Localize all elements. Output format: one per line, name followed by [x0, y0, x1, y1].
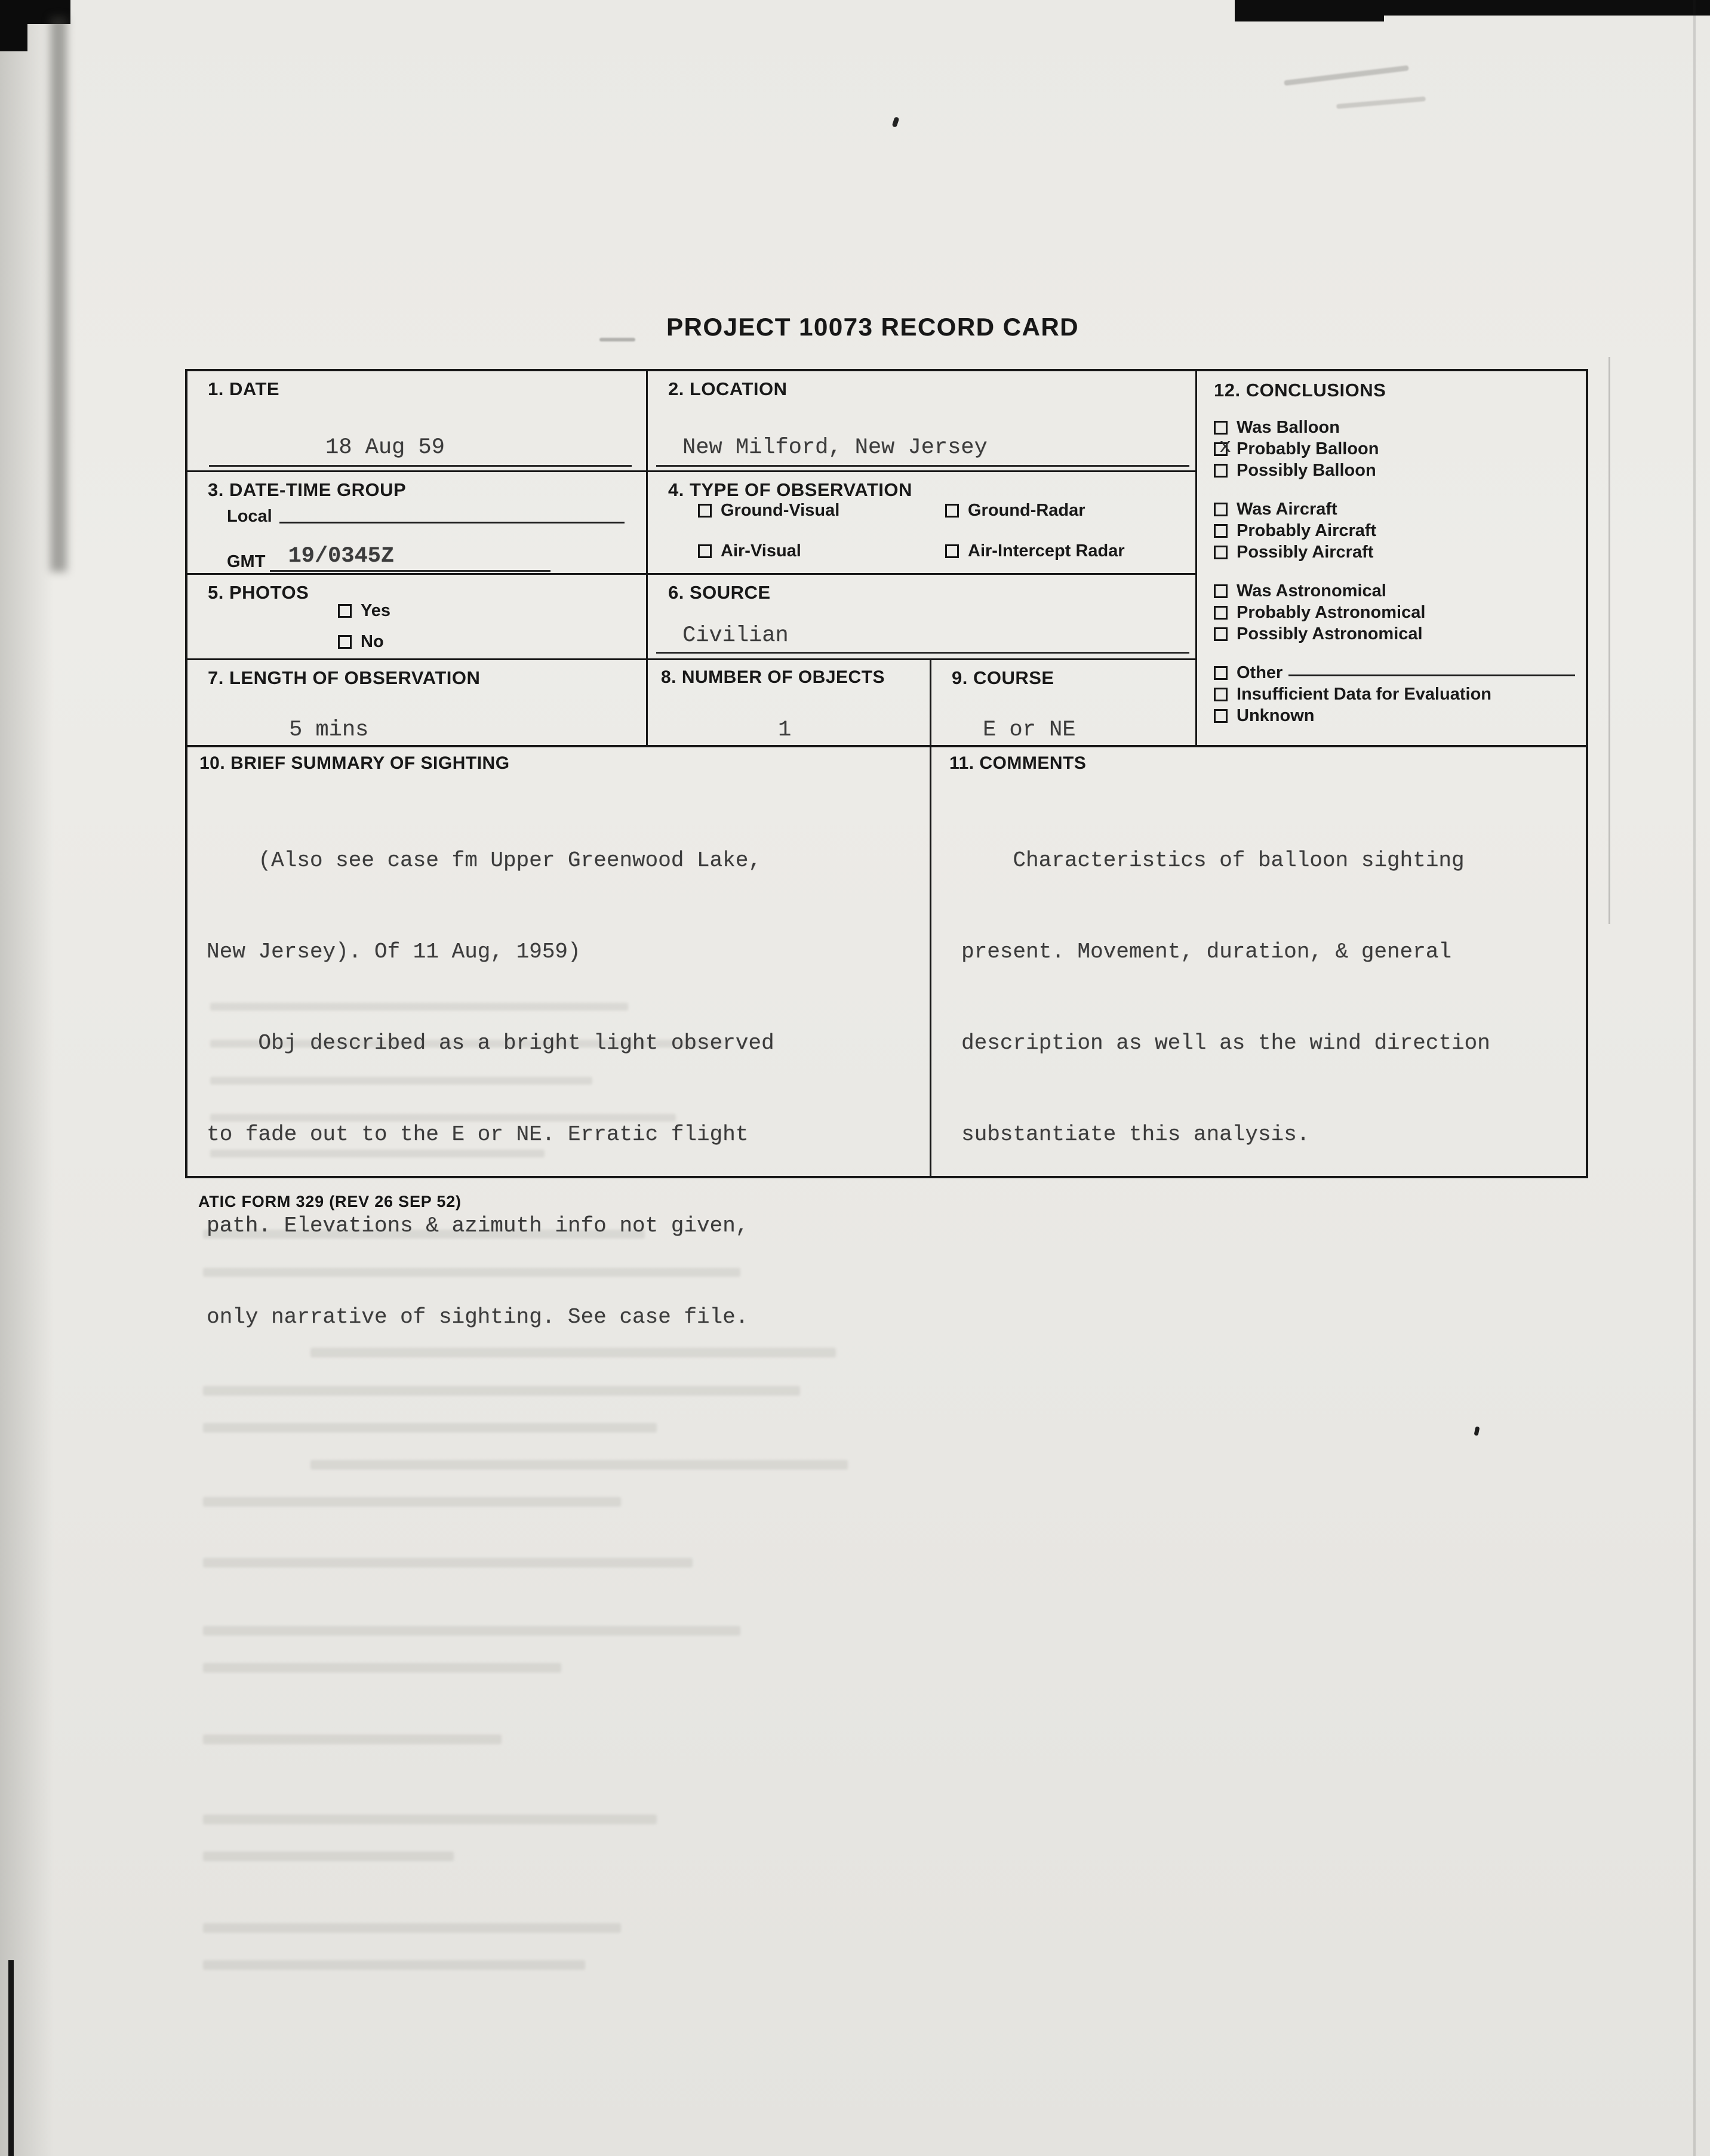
summary-line: path. Elevations & azimuth info not given, [207, 1213, 749, 1238]
scan-artifact [1693, 0, 1696, 2156]
conclusion-item [1214, 438, 1575, 460]
bleed-through-artifact [203, 1923, 621, 1933]
bleed-through-artifact [203, 1960, 585, 1970]
photos-option-label: No [361, 632, 384, 651]
scan-artifact [892, 116, 900, 128]
bleed-through-artifact [203, 1663, 561, 1673]
scan-artifact [599, 338, 635, 341]
scan-artifact [1284, 65, 1409, 86]
field-number-value: 1 [778, 717, 792, 743]
conclusion-label: Possibly Balloon [1237, 460, 1376, 480]
field-summary-label: 10. BRIEF SUMMARY OF SIGHTING [199, 753, 510, 773]
comments-line: present. Movement, duration, & general [961, 940, 1451, 964]
scan-artifact [0, 0, 27, 51]
checkbox-icon [1214, 546, 1228, 559]
conclusion-label: Possibly Astronomical [1237, 624, 1423, 643]
field-course-label: 9. COURSE [952, 667, 1054, 688]
checkbox-icon [698, 544, 712, 558]
bleed-through-artifact [203, 1626, 740, 1636]
field-location-value: New Milford, New Jersey [656, 435, 1189, 467]
photos-option [338, 632, 384, 652]
checkbox-icon [1214, 666, 1228, 680]
checkbox-icon [945, 544, 959, 558]
field-date-value: 18 Aug 59 [209, 435, 632, 467]
checkbox-icon [1214, 709, 1228, 723]
dtg-local-label: Local [227, 507, 272, 526]
field-length-label: 7. LENGTH OF OBSERVATION [208, 667, 481, 688]
comments-line: Characteristics of balloon sighting [961, 848, 1465, 873]
summary-line: only narrative of sighting. See case file. [207, 1305, 749, 1329]
conclusion-item [1214, 498, 1575, 520]
checkbox-icon [698, 504, 712, 518]
field-date [187, 371, 646, 470]
observation-option [945, 501, 1085, 520]
checkbox-icon [945, 504, 959, 518]
conclusion-label: Was Aircraft [1237, 499, 1337, 519]
conclusion-item [1214, 623, 1575, 645]
scan-artifact [50, 17, 67, 572]
photos-option-label: Yes [361, 601, 390, 620]
checkbox-icon [1214, 524, 1228, 538]
observation-option-label: Ground-Radar [968, 501, 1085, 520]
checkbox-icon [1214, 464, 1228, 478]
bleed-through-artifact [203, 1497, 621, 1507]
checkbox-icon [1214, 606, 1228, 620]
conclusion-label: Unknown [1237, 706, 1315, 725]
field-photos [187, 575, 646, 658]
comments-line: substantiate this analysis. [961, 1122, 1310, 1147]
dtg-gmt-value: 19/0345Z [270, 544, 550, 572]
field-type-of-observation [648, 472, 1195, 573]
field-conclusions-label: 12. CONCLUSIONS [1214, 380, 1386, 401]
summary-line: New Jersey). Of 11 Aug, 1959) [207, 940, 581, 964]
photos-option [338, 601, 390, 621]
observation-option [945, 541, 1125, 561]
field-dtg-label: 3. DATE-TIME GROUP [208, 479, 407, 500]
conclusion-label: Probably Aircraft [1237, 520, 1377, 540]
field-source-value: Civilian [656, 623, 1189, 654]
form-identifier: ATIC FORM 329 (REV 26 SEP 52) [198, 1193, 462, 1211]
conclusion-item [1214, 520, 1575, 541]
bleed-through-artifact [203, 1423, 657, 1433]
conclusion-item [1214, 683, 1575, 705]
observation-option-label: Ground-Visual [721, 501, 840, 520]
observation-option-label: Air-Visual [721, 541, 801, 560]
conclusion-label: Possibly Aircraft [1237, 542, 1374, 562]
conclusion-item [1214, 417, 1575, 438]
field-source [648, 575, 1195, 658]
checkbox-icon [1214, 584, 1228, 598]
bleed-through-artifact [203, 1852, 454, 1861]
field-course [931, 660, 1197, 745]
scan-artifact [1336, 96, 1426, 109]
summary-text [207, 784, 921, 1393]
scan-artifact [8, 1960, 14, 2156]
field-location [648, 371, 1195, 470]
observation-option-label: Air-Intercept Radar [968, 541, 1125, 560]
dtg-local-row [227, 507, 625, 526]
conclusion-label: Other [1237, 663, 1283, 682]
bleed-through-artifact [203, 1558, 693, 1567]
field-length-of-observation [187, 660, 646, 745]
conclusion-label: Probably Balloon [1237, 439, 1379, 458]
field-source-label: 6. SOURCE [668, 582, 771, 603]
conclusion-item [1214, 602, 1575, 623]
conclusions-list [1214, 417, 1575, 726]
conclusion-item [1214, 460, 1575, 481]
bleed-through-artifact [310, 1460, 848, 1470]
checkbox-icon [1214, 421, 1228, 435]
field-number-of-objects [648, 660, 930, 745]
field-date-time-group [187, 472, 646, 573]
checkbox-icon [1214, 442, 1228, 456]
field-comments-label: 11. COMMENTS [949, 753, 1087, 773]
field-location-label: 2. LOCATION [668, 378, 788, 399]
checkbox-icon [338, 635, 352, 649]
dtg-gmt-row [227, 544, 550, 572]
bleed-through-artifact [203, 1815, 657, 1824]
field-date-label: 1. DATE [208, 378, 280, 399]
conclusion-item [1214, 705, 1575, 726]
scan-artifact [1235, 0, 1384, 21]
field-course-value: E or NE [983, 717, 1076, 743]
conclusion-item [1214, 541, 1575, 563]
conclusion-item [1214, 580, 1575, 602]
document-title: PROJECT 10073 RECORD CARD [666, 313, 1079, 341]
dtg-gmt-label: GMT [227, 552, 266, 571]
conclusion-label: Probably Astronomical [1237, 602, 1426, 622]
checkbox-icon [1214, 688, 1228, 701]
field-comments [931, 747, 1586, 1176]
scan-artifact [1474, 1426, 1480, 1436]
blank-line [1288, 674, 1575, 676]
comments-text [961, 784, 1581, 1211]
blank-line [279, 522, 625, 523]
summary-line: (Also see case fm Upper Greenwood Lake, [207, 848, 761, 873]
observation-option [698, 541, 801, 561]
field-number-label: 8. NUMBER OF OBJECTS [661, 667, 885, 687]
conclusion-label: Was Astronomical [1237, 581, 1386, 600]
field-photos-label: 5. PHOTOS [208, 582, 309, 603]
comments-line: description as well as the wind direction [961, 1031, 1490, 1055]
conclusion-label: Insufficient Data for Evaluation [1237, 684, 1491, 704]
field-conclusions [1197, 371, 1586, 745]
conclusion-label: Was Balloon [1237, 417, 1340, 437]
summary-line: Obj described as a bright light observed [207, 1031, 774, 1055]
field-observation-label: 4. TYPE OF OBSERVATION [668, 479, 912, 500]
scan-artifact [1608, 357, 1610, 924]
checkbox-icon [1214, 503, 1228, 516]
summary-line: to fade out to the E or NE. Erratic flight [207, 1122, 749, 1147]
observation-option [698, 501, 839, 520]
checkbox-icon [1214, 627, 1228, 641]
field-length-value: 5 mins [289, 717, 369, 743]
bleed-through-artifact [203, 1735, 502, 1744]
checkbox-icon [338, 604, 352, 618]
conclusion-item [1214, 662, 1575, 683]
